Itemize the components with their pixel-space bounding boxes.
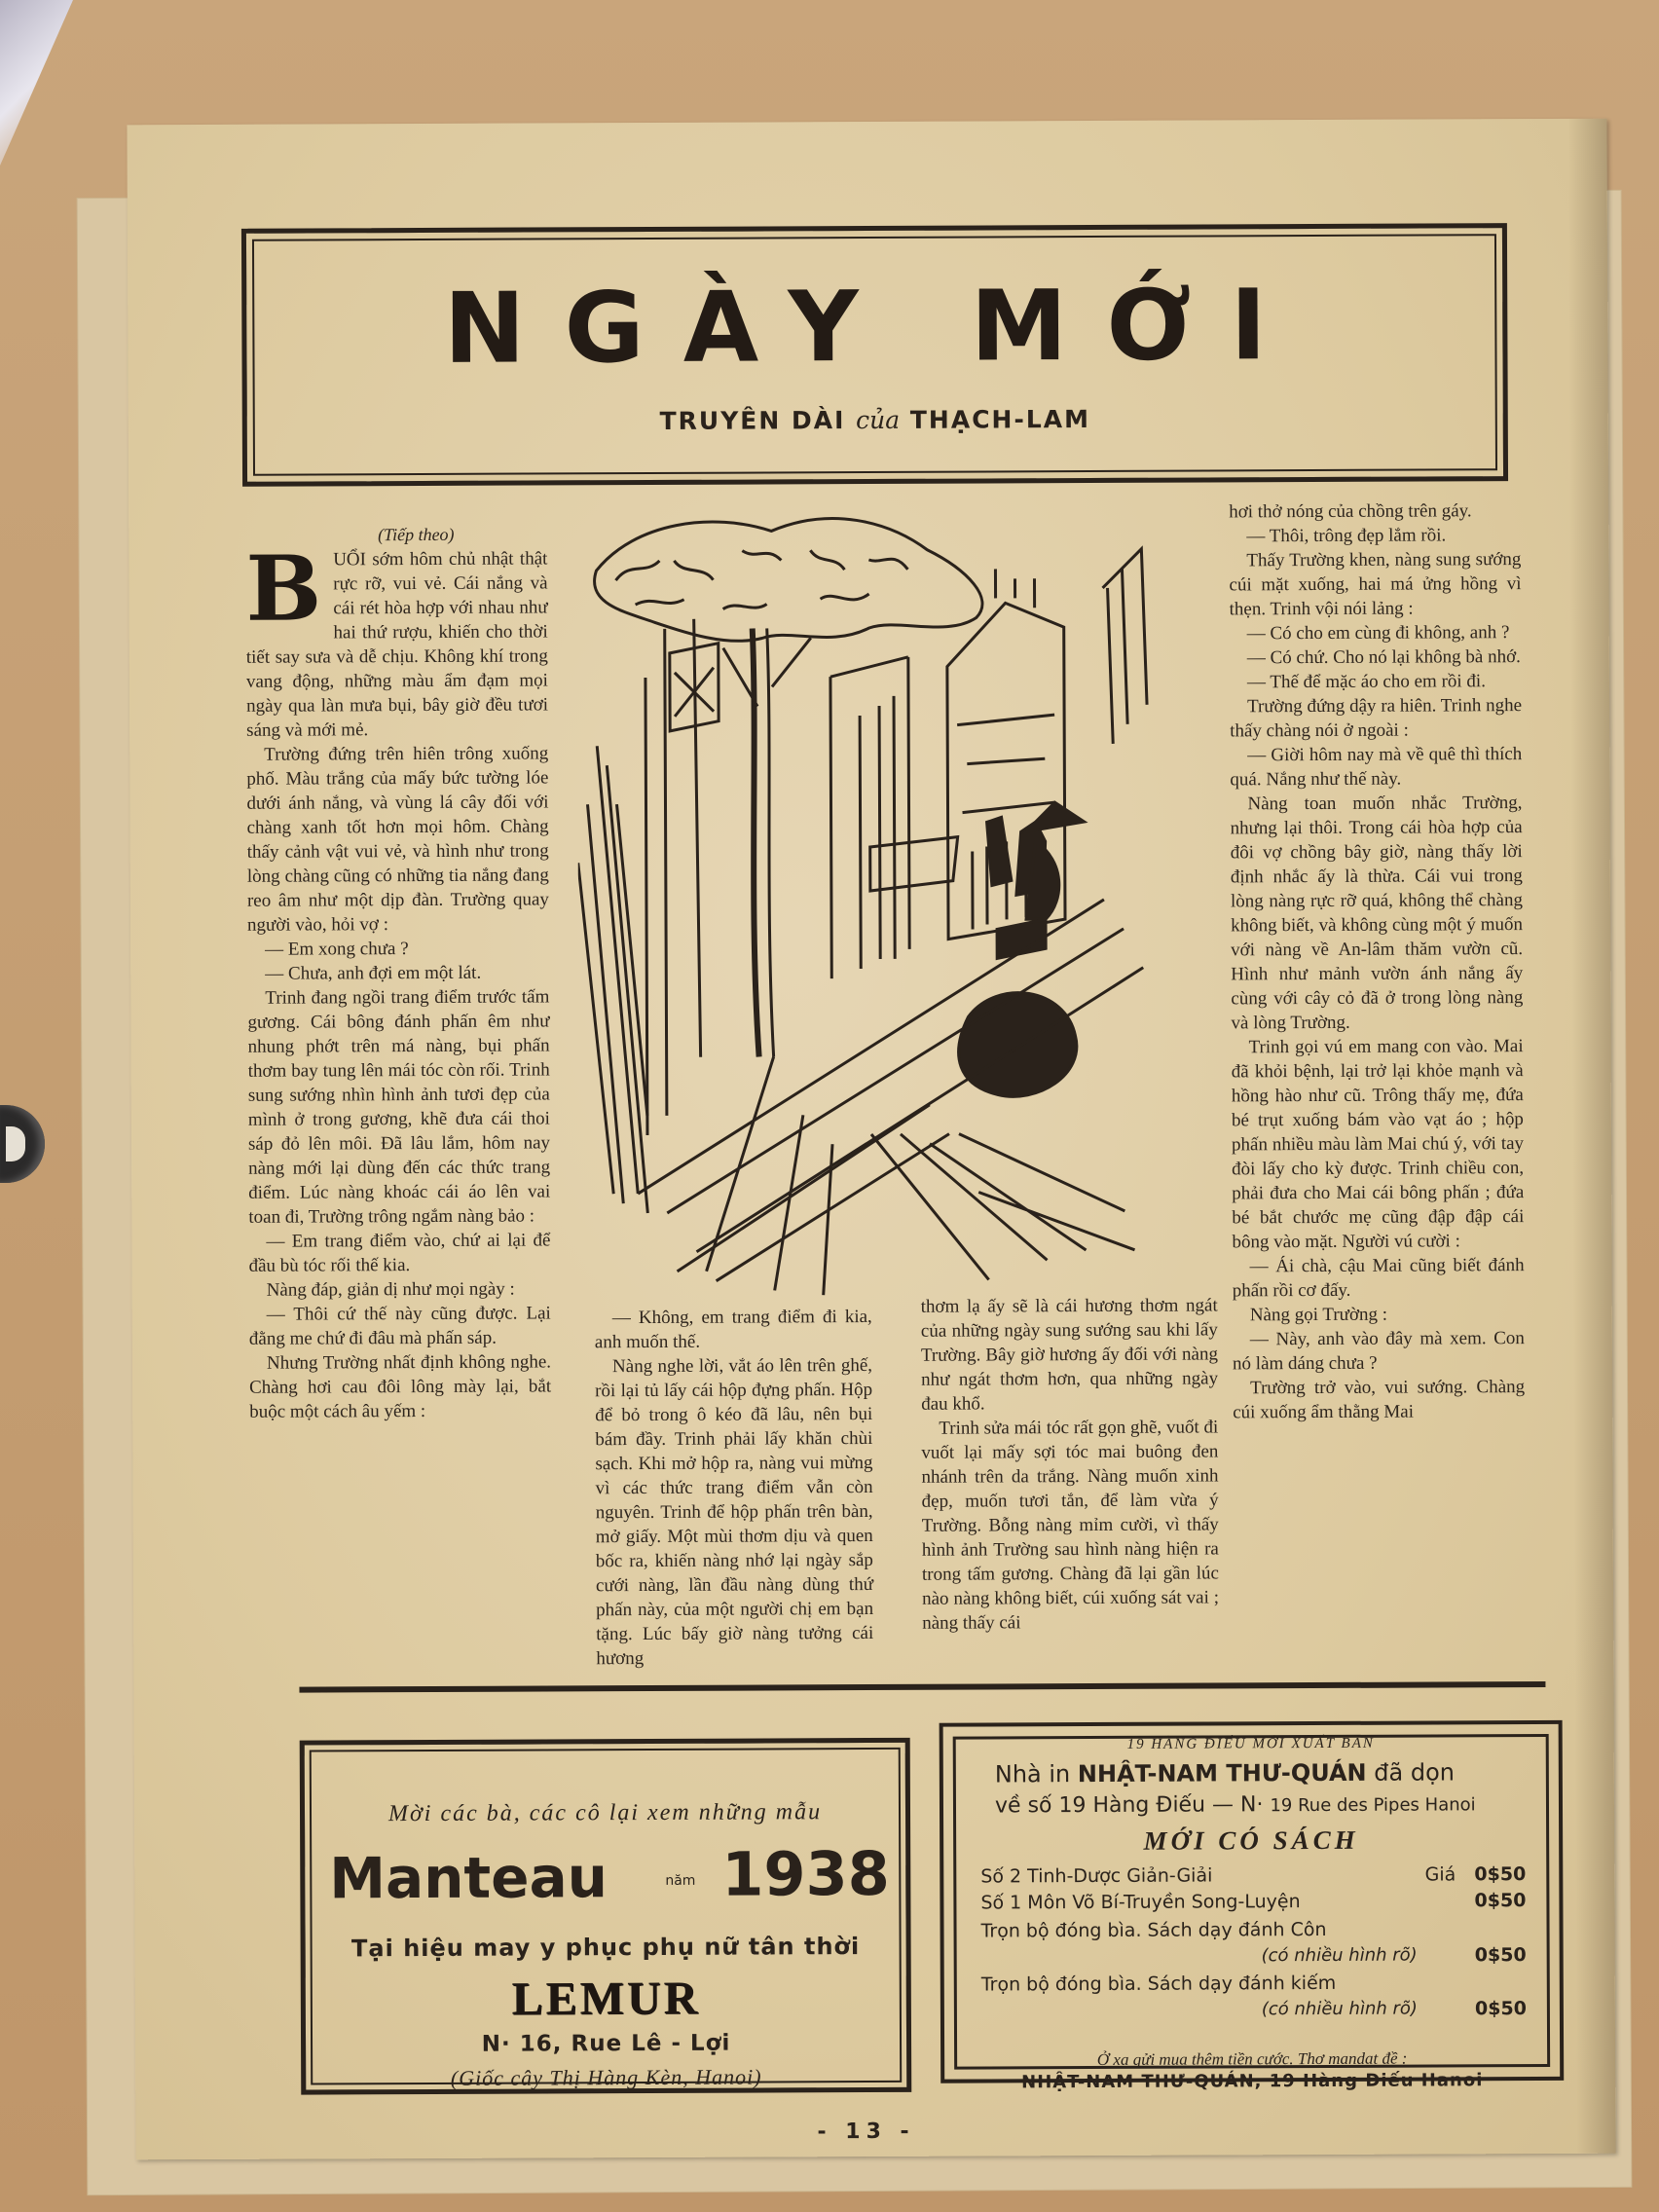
paragraph: — Thôi, trông đẹp lắm rồi. xyxy=(1246,525,1447,547)
paragraph: — Có cho em cùng đi không, anh ? xyxy=(1246,622,1510,645)
book-row: Trọn bộ đóng bìa. Sách dạy đánh kiếm xyxy=(980,1972,1337,1996)
ad-year: 1938 xyxy=(721,1837,891,1910)
manteau-advertisement xyxy=(300,1738,912,2095)
book-row: Số 1 Môn Võ Bí-Truyền Song-Luyện 0$50 xyxy=(980,1890,1527,1914)
paragraph: BUỔI sớm hôm chủ nhật thật rực rỡ, vui vẻ. Cái nắng và cái rét hòa hợp với nhau như hai thứ rượu, khiến cho thời tiết say sưa và dễ chịu. Không khí trong vang động, những màu ẩm đạm mọi ngày qua làn mưa bụi, bây giờ đều tươi sáng và mới mẻ. xyxy=(245,535,549,741)
ad-invitation: Mời các bà, các cô lại xem những mẫu xyxy=(387,1799,823,1827)
ad-printer-address: về số 19 Hàng Điếu — N· 19 Rue des Pipes Hanoi xyxy=(994,1792,1476,1819)
book-row: Trọn bộ đóng bìa. Sách dạy đánh Côn xyxy=(980,1918,1327,1942)
ad-nam: năm xyxy=(665,1872,696,1889)
paragraph: — Em xong chưa ? xyxy=(265,939,409,960)
ad-shop-name: LEMUR xyxy=(511,1972,701,2025)
ad-manteau: Manteau xyxy=(329,1844,608,1912)
book-row-note: (có nhiều hình rõ) 0$50 xyxy=(1261,1998,1527,2020)
paragraph: thơm lạ ấy sẽ là cái hương thơm ngát của những ngày sung sướng sau khi lấy Trường. Bây giờ hương ấy đối với nàng như ngát thơm hơn, qua những ngày đau khổ. xyxy=(920,1295,1219,1415)
paragraph: — Em trang điểm vào, chứ ai lại để đầu bù tóc rối thế kia. xyxy=(248,1230,551,1276)
paragraph: — Thôi cứ thế này cũng được. Lại đằng me chứ đi đâu mà phấn sáp. xyxy=(248,1303,551,1349)
article-column-4 xyxy=(1229,498,1525,1424)
subtitle-genre: TRUYÊN DÀI xyxy=(659,406,846,435)
ad-footer-address: NHẬT-NAM THƯ-QUÁN, 19 Hàng Điếu Hanoi xyxy=(1021,2070,1484,2093)
binder-ring xyxy=(0,1105,45,1183)
book-row-note: (có nhiều hình rõ) 0$50 xyxy=(1261,1944,1527,1967)
drop-cap: B xyxy=(245,535,322,642)
paragraph: — Giời hôm nay mà về quê thì thích quá. Nắng như thế này. xyxy=(1230,744,1523,791)
continued-label: (Tiếp theo) xyxy=(377,524,455,545)
paragraph: Nàng đáp, giản dị như mọi ngày : xyxy=(266,1278,515,1301)
paragraph: Trinh gọi vú em mang con vào. Mai đã khỏi bệnh, lại trở lại khỏe mạnh và hồng hào như cũ. Trông thấy mẹ, đứa bé trụt xuống bám vào vạt áo ; hộp phấn nhiều màu làm Mai chú ý, với tay đòi lấy cho kỳ được. Trinh chiều con, phải đưa cho Mai cái bông phấn ; đứa bé bắt chước mẹ cũng đập đập cái bông vào mặt. Người vú cười : xyxy=(1231,1036,1525,1253)
paragraph: Nàng toan muốn nhắc Trường, nhưng lại thôi. Trong cái hòa hợp của đôi vợ chồng bây giờ, nàng thấy lời định nhắc ấy là thừa. Cái vui trong lòng nàng rực rỡ quá, không thể chàng không biết, và không cùng một ý muốn với nàng về An-lâm thăm vườn cũ. Hình như mảnh vườn ánh nắng ấy cùng với cây cỏ đã ở trong lòng nàng và lòng Trường. xyxy=(1230,793,1524,1034)
ad-location-note: (Giốc cây Thị Hàng Kèn, Hanoi) xyxy=(450,2064,762,2090)
paragraph: Trinh sửa mái tóc rất gọn ghẽ, vuốt đi vuốt lại mấy sợi tóc mai buông đen nhánh trên da trắng. Nàng muốn xinh đẹp, muốn tươi tắn, để làm vừa ý Trường. Bỗng nàng mỉm cười, vì thấy hình ảnh Trường sau hình nàng hiện ra trong tấm gương. Chàng đã lại gần lúc nào nàng không biết, cúi xuống sát vai ; nàng thấy cái xyxy=(921,1417,1220,1634)
paragraph: — Thế để mặc áo cho em rồi đi. xyxy=(1246,671,1486,693)
ad-top-line: 19 HÀNG ĐIẾU MỚI XUẤT BẢN xyxy=(1126,1735,1375,1752)
subtitle-author: THẠCH-LAM xyxy=(909,405,1091,434)
article-column-3 xyxy=(921,1293,1220,1635)
paragraph: Thấy Trường khen, nàng sung sướng cúi mặt xuống, hai má ửng hồng vì thẹn. Trinh vội nói lảng : xyxy=(1229,549,1522,620)
ad-address: N· 16, Rue Lê - Lợi xyxy=(481,2030,731,2057)
paragraph: Trường đứng dậy ra hiên. Trinh nghe thấy chàng nói ở ngoài : xyxy=(1230,695,1523,742)
paragraph: — Ái chà, cậu Mai cũng biết đánh phấn rồi cơ đấy. xyxy=(1232,1255,1525,1302)
paragraph: — Này, anh vào đây mà xem. Con nó làm dáng chưa ? xyxy=(1232,1328,1525,1375)
book-row: Số 2 Tinh-Dược Giản-Giải Giá 0$50 xyxy=(980,1863,1527,1888)
paragraph: Trường trở vào, vui sướng. Chàng cúi xuống ẩm thằng Mai xyxy=(1233,1377,1526,1423)
magazine-page xyxy=(127,119,1615,2160)
ad-order-note: Ở xa gửi mua thêm tiền cước. Thơ mandat đề : xyxy=(1096,2048,1408,2069)
article-column-1 xyxy=(245,522,551,1423)
article-column-2 xyxy=(595,1305,874,1671)
paragraph: — Có chứ. Cho nó lại không bà nhớ. xyxy=(1246,646,1521,669)
street-scene-illustration xyxy=(576,510,1164,1302)
paragraph: Nàng nghe lời, vắt áo lên trên ghế, rồi lại tủ lấy cái hộp đựng phấn. Hộp để bỏ trong ô kéo đã lâu, nên bụi bám đầy. Trinh phải lấy khăn chùi sạch. Khi mở hộp ra, nàng vui mừng vì các thức trang điểm vẫn còn nguyên. Trinh để hộp phấn trên bàn, mở giấy. Một mùi thơm dịu và quen bốc ra, khiến nàng nhớ lại ngày sắp cưới nàng, lần đầu nàng dùng thứ phấn này, của một người chị em bạn tặng. Lúc bấy giờ nàng tưởng cái hương xyxy=(595,1354,874,1670)
subtitle xyxy=(247,403,1503,437)
desk-light-reflection xyxy=(0,0,117,175)
paragraph: Nàng gọi Trường : xyxy=(1249,1304,1388,1326)
paragraph: Nhưng Trường nhất định không nghe. Chàng hơi cau đôi lông mày lại, bắt buộc một cách âu yếm : xyxy=(249,1351,552,1422)
bookshop-advertisement xyxy=(940,1720,1565,2093)
page-title: NGÀY MỚI xyxy=(443,268,1307,386)
divider-rule xyxy=(299,1681,1545,1693)
paragraph: Trường đứng trên hiên trông xuống phố. Màu trắng của mấy bức tường lóe dưới ánh nắng, và vùng lá cây đối với chàng xanh tốt hơn mọi hôm. Chàng thấy cảnh vật vui vẻ, và hình như trong lòng chàng cũng có những tia nắng đang reo âm như một dịp đàn. Trường quay người vào, hỏi vợ : xyxy=(246,743,549,936)
paragraph: — Không, em trang điểm đi kia, anh muốn thế. xyxy=(594,1306,872,1353)
paragraph: hơi thở nóng của chồng trên gáy. xyxy=(1229,500,1472,523)
paragraph: — Chưa, anh đợi em một lát. xyxy=(265,962,482,984)
ad-new-books-heading: MỚI CÓ SÁCH xyxy=(1143,1825,1359,1856)
subtitle-of: của xyxy=(856,405,901,435)
title-box xyxy=(241,223,1508,487)
ad-printer-line: Nhà in NHẬT-NAM THƯ-QUÁN đã dọn xyxy=(994,1758,1456,1788)
ad-tagline: Tại hiệu may y phục phụ nữ tân thời xyxy=(350,1933,861,1963)
paragraph: Trinh đang ngồi trang điểm trước tấm gương. Cái bông đánh phấn êm như nhung phớt trên má nàng, bụi phấn thơm bay tung lên mái tóc còn rối. Trinh sung sướng nhìn hình ảnh tươi đẹp của mình ở trong gương, khẽ đưa cái thoi sáp đỏ lên môi. Đã lâu lắm, hôm nay nàng mới lại dùng đến các thức trang điểm. Lúc nàng khoác cái áo lên vai toan đi, Trường trông ngắm nàng bảo : xyxy=(247,986,551,1228)
page-number: - 13 - xyxy=(817,2119,915,2145)
